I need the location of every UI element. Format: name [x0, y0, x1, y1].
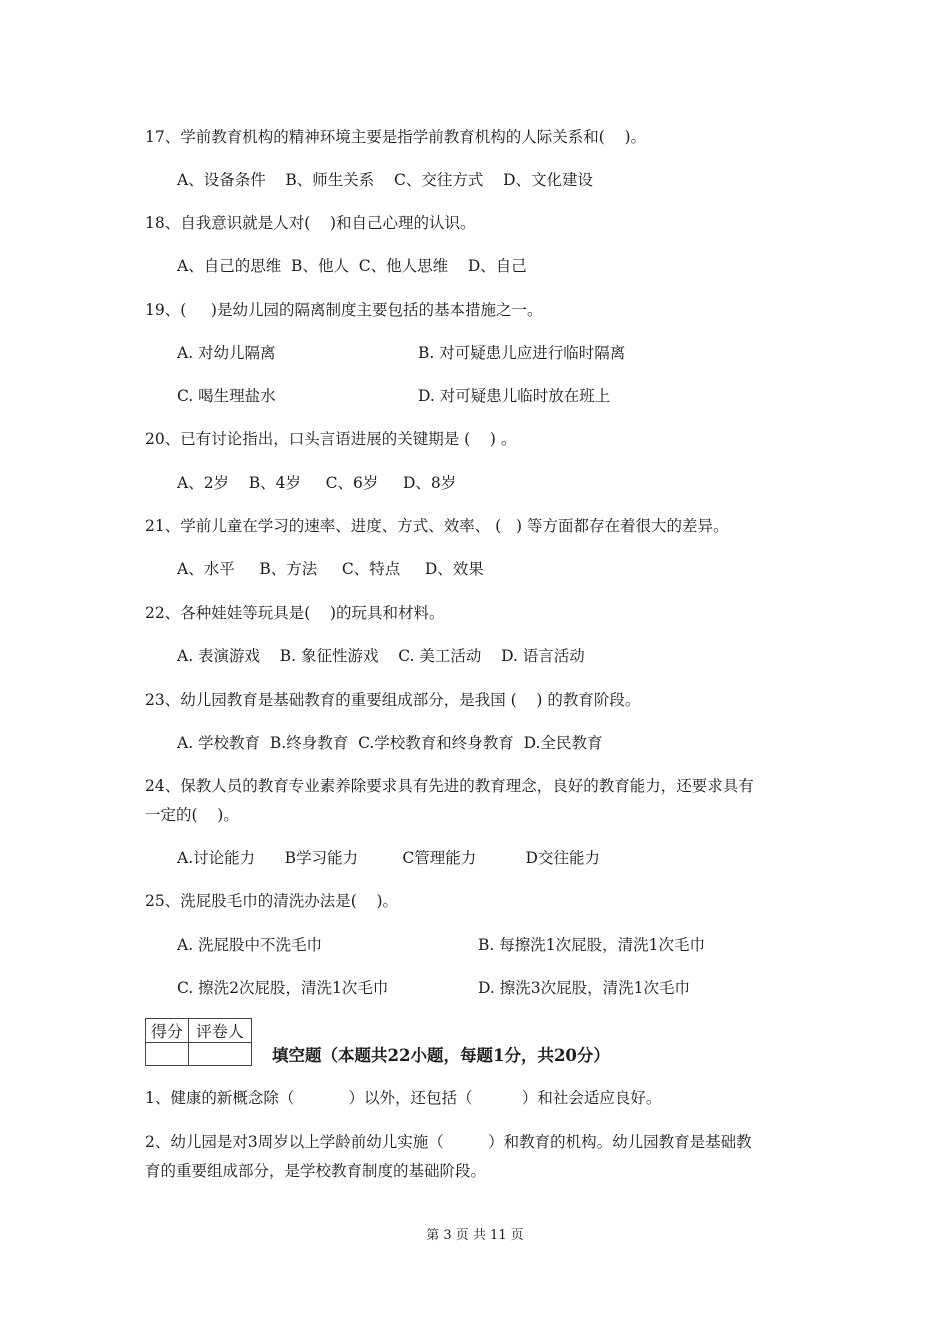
question-22-options: A. 表演游戏 B. 象征性游戏 C. 美工活动 D. 语言活动	[177, 647, 585, 665]
question-24-options: A.讨论能力 B学习能力 C管理能力 D交往能力	[177, 849, 600, 867]
question-17-options: A、设备条件 B、师生关系 C、交往方式 D、文化建设	[177, 171, 593, 189]
question-18-options: A、自己的思维 B、他人 C、他人思维 D、自己	[177, 257, 527, 275]
question-19-option-d: D. 对可疑患儿临时放在班上	[418, 387, 611, 405]
fill-question-1: 1、健康的新概念除（ ）以外，还包括（ ）和社会适应良好。	[145, 1089, 662, 1107]
fill-question-2-continued: 育的重要组成部分，是学校教育制度的基础阶段。	[145, 1162, 487, 1180]
question-19-option-a: A. 对幼儿隔离	[177, 344, 276, 362]
question-22-stem: 22、各种娃娃等玩具是( )的玩具和材料。	[145, 604, 445, 622]
question-24-stem-continued: 一定的( )。	[145, 806, 239, 824]
score-cell	[146, 1043, 189, 1066]
question-25-option-c: C. 擦洗2次屁股，清洗1次毛巾	[177, 979, 389, 997]
grader-cell	[188, 1043, 251, 1066]
section-title: 填空题（本题共22小题，每题1分，共20分）	[272, 1046, 610, 1065]
score-box	[145, 1018, 252, 1066]
grader-label: 评卷人	[188, 1019, 251, 1043]
question-21-options: A、水平 B、方法 C、特点 D、效果	[177, 560, 484, 578]
question-20-stem: 20、已有讨论指出，口头言语进展的关键期是 ( ) 。	[145, 430, 517, 448]
question-25-option-d: D. 擦洗3次屁股，清洗1次毛巾	[478, 979, 690, 997]
fill-question-2: 2、幼儿园是对3周岁以上学龄前幼儿实施（ ）和教育的机构。幼儿园教育是基础教	[145, 1133, 752, 1151]
question-18-stem: 18、自我意识就是人对( )和自己心理的认识。	[145, 214, 476, 232]
score-label: 得分	[146, 1019, 189, 1043]
question-25-option-a: A. 洗屁股中不洗毛巾	[177, 936, 323, 954]
question-23-stem: 23、幼儿园教育是基础教育的重要组成部分，是我国 ( ) 的教育阶段。	[145, 691, 641, 709]
question-21-stem: 21、学前儿童在学习的速率、进度、方式、效率、 ( ) 等方面都存在着很大的差异。	[145, 517, 729, 535]
question-19-stem: 19、( )是幼儿园的隔离制度主要包括的基本措施之一。	[145, 301, 543, 319]
question-25-option-b: B. 每擦洗1次屁股，清洗1次毛巾	[478, 936, 705, 954]
question-19-option-c: C. 喝生理盐水	[177, 387, 276, 405]
question-25-stem: 25、洗屁股毛巾的清洗办法是( )。	[145, 892, 399, 910]
page-footer: 第 3 页 共 11 页	[426, 1228, 524, 1243]
question-19-option-b: B. 对可疑患儿应进行临时隔离	[418, 344, 626, 362]
question-24-stem: 24、保教人员的教育专业素养除要求具有先进的教育理念，良好的教育能力，还要求具有	[145, 777, 754, 795]
question-17-stem: 17、学前教育机构的精神环境主要是指学前教育机构的人际关系和( )。	[145, 128, 647, 146]
question-23-options: A. 学校教育 B.终身教育 C.学校教育和终身教育 D.全民教育	[177, 734, 603, 752]
question-20-options: A、2岁 B、4岁 C、6岁 D、8岁	[177, 474, 457, 492]
